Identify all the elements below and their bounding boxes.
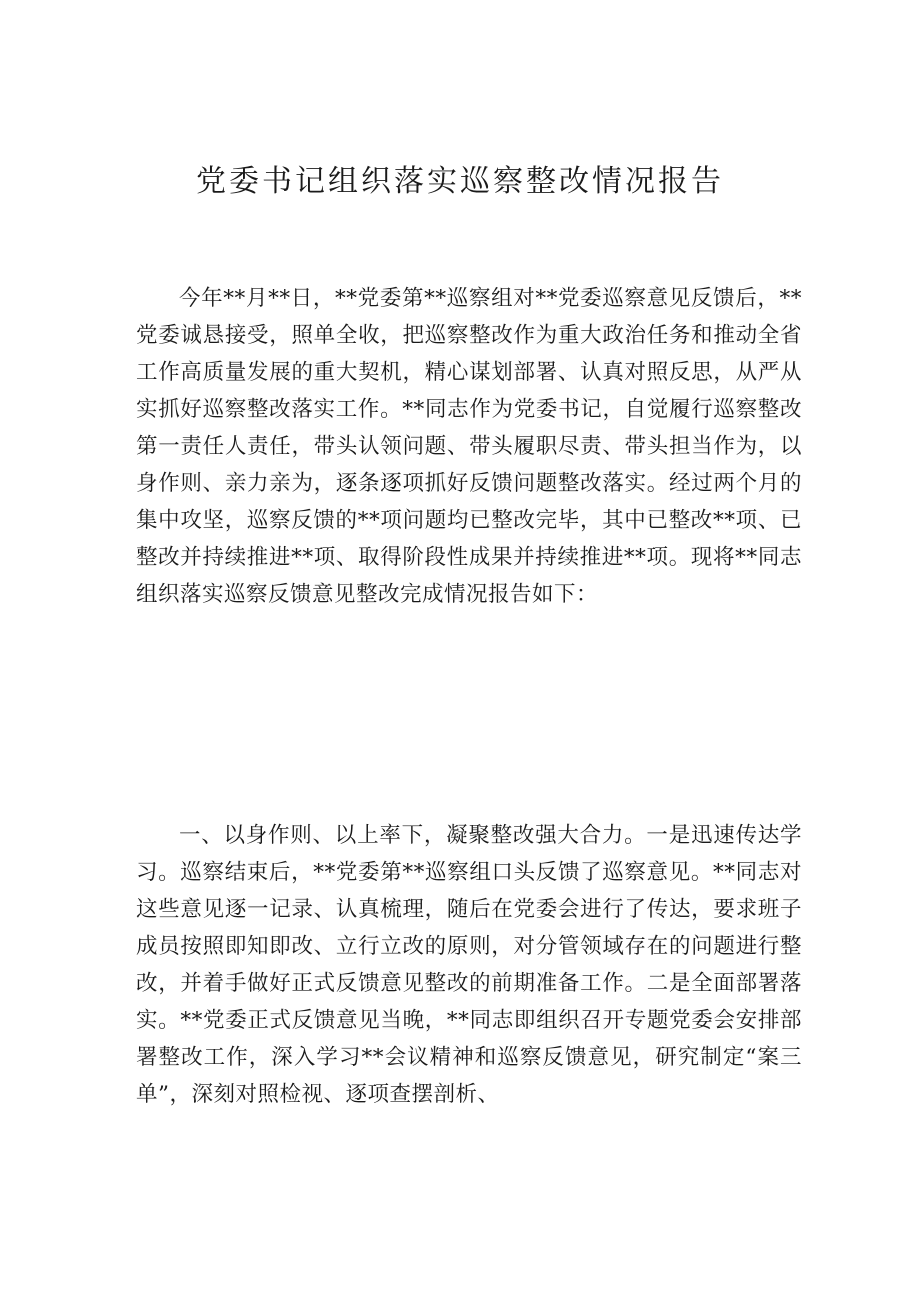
paragraph-section-one: 一、以身作则、以上率下，凝聚整改强大合力。一是迅速传达学习。巡察结束后，**党委第**巡察组口头反馈了巡察意见。**同志对这些意见逐一记录、认真梳理，随后在党委会进行了传达，要求班子成员按照即知即改、立行立改的原则，对分管领域存在的问题进行整改，并着手做好正式反馈意见整改的前期准备工作。二是全面部署落实。**党委正式反馈意见当晚，**同志即组织召开专题党委会安排部署整改工作，深入学习**会议精神和巡察反馈意见，研究制定“案三单”，深刻对照检视、逐项查摆剖析、 bbox=[136, 822, 802, 1107]
paragraph-intro: 今年**月**日，**党委第**巡察组对**党委巡察意见反馈后，**党委诚恳接受，照单全收，把巡察整改作为重大政治任务和推动全省工作高质量发展的重大契机，精心谋划部署、认真对照反思，从严从实抓好巡察整改落实工作。**同志作为党委书记，自觉履行巡察整改第一责任人责任，带头认领问题、带头履职尽责、带头担当作为，以身作则、亲力亲为，逐条逐项抓好反馈问题整改落实。经过两个月的集中攻坚，巡察反馈的**项问题均已整改完毕，其中已整改**项、已整改并持续推进**项、取得阶段性成果并持续推进**项。现将**同志组织落实巡察反馈意见整改完成情况报告如下： bbox=[136, 285, 802, 607]
document-title: 党委书记组织落实巡察整改情况报告 bbox=[196, 164, 724, 200]
